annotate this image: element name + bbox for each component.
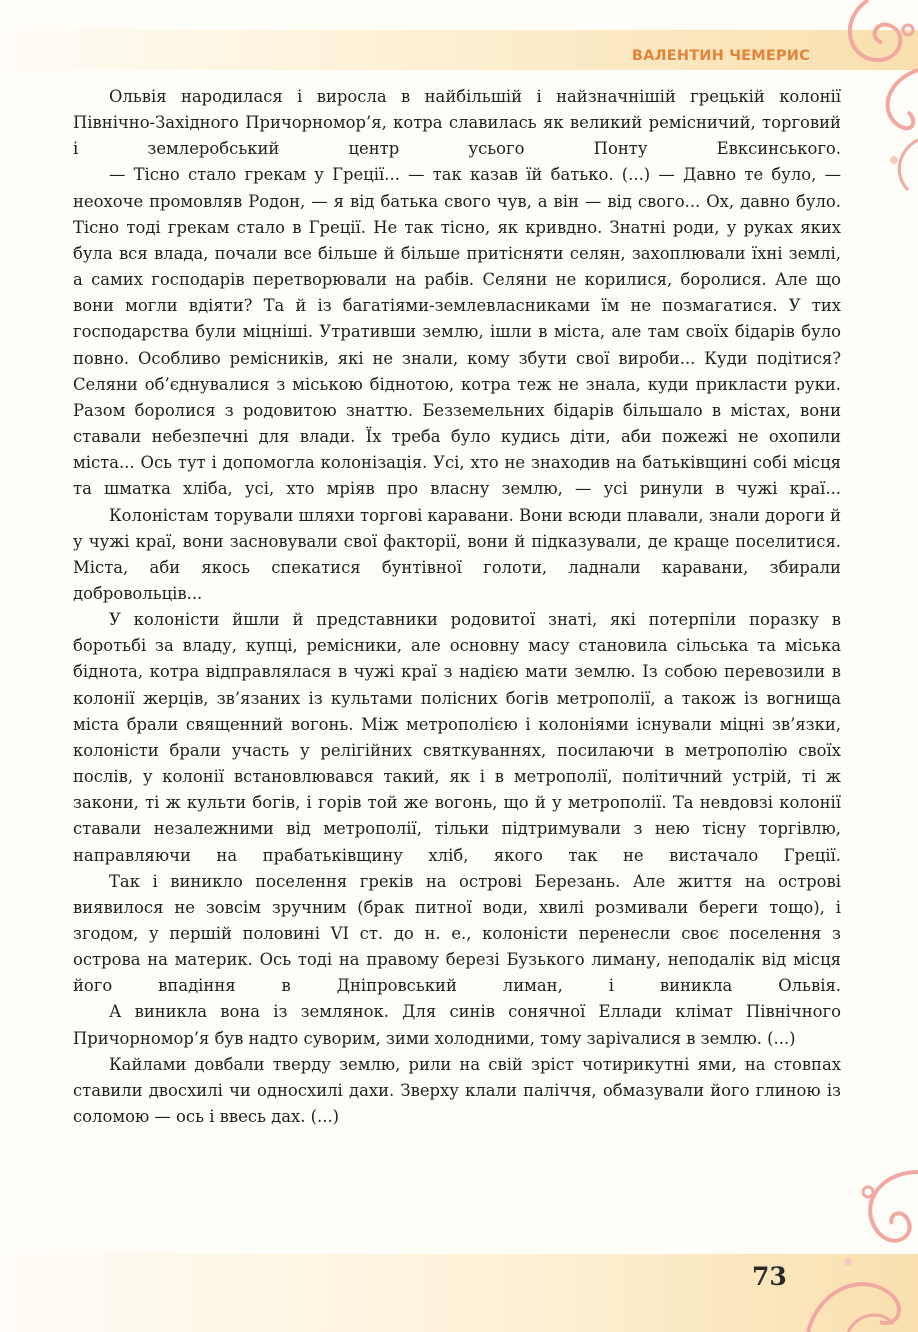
body-text — [73, 84, 841, 1130]
paragraph: Ольвія народилася і виросла в найбільшій і найзначнішій грецькій колонії Північно-Західного Причорномор’я, котра славилась як великий ремісничий, торговий і землеробський центр усього Понту Евксинського. — [73, 87, 841, 159]
page-number: 73 — [752, 1262, 787, 1291]
paragraph: Так і виникло поселення греків на острові Березань. Але життя на острові виявилося не зовсім зручним (брак питної води, хвилі розмивали береги тощо), і згодом, у першій половині VI ст. до н. е., колоністи перенесли своє поселення з острова на материк. Ось тоді на правому березі Бузького лиману, неподалік від місця його впадіння в Дніпровський лиман, і виникла Ольвія. — [73, 871, 841, 996]
paragraph: Колоністам торували шляхи торгові каравани. Вони всюди плавали, знали дороги й у чужі краї, вони засновували свої факторії, вони й підказували, де краще поселитися. Міста, аби якось спекатися бунтівної голоти, ладнали каравани, збирали добровольців... — [73, 505, 841, 603]
paragraph: У колоністи йшли й представники родовитої знаті, які потерпіли поразку в боротьбі за владу, купці, ремісники, але основну масу становила сільська та міська біднота, котра відправлялася в чужі краї з надією мати землю. Із собою перевозили в колонії жерців, зв’язаних із культами полісних богів метрополії, а також із вогнища міста брали священний вогонь. Між метрополією і колоніями існували міцні зв’язки, колоністи брали участь у релігійних святкуваннях, посилаючи в метрополію своїх послів, у колонії встановлювався такий, як і в метрополії, політичний устрій, ті ж закони, ті ж культи богів, і горів той же вогонь, що й у метрополії. Та невдовзі колонії ставали незалежними від метрополії, тільки підтримували з нею тісну торгівлю, направляючи на прабатьківщину хліб, якого так не вистачало Греції. — [73, 610, 841, 865]
paragraph: Кайлами довбали тверду землю, рили на свій зріст чотирикутні ями, на стовпах ставили двосхилі чи односхилі дахи. Зверху клали паліччя, обмазували його глиною із соломою — ось і ввесь дах. (...) — [73, 1054, 841, 1127]
paragraph: А виникла вона із землянок. Для синів сонячної Еллади клімат Північного Причорномор’я був надто суворим, зими холодними, тому зарivалися в землю. (...) — [73, 1002, 841, 1048]
paragraph: — Тісно стало грекам у Греції... — так казав їй батько. (...) — Давно те було, — неохоче промовляв Родон, — я від батька свого чув, а він — від свого... Ох, давно було. Тісно тоді грекам стало в Греції. Не так тісно, як кривдно. Знатні роди, у руках яких була вся влада, почали все більше й більше притісняти селян, захоплювали їхні землі, а самих господарів перетворювали на рабів. Селяни не корилися, боролися. Але що вони могли вдіяти? Та й із багатіями-землевласниками їм не позмагатися. У тих господарства були міцніші. Утративши землю, ішли в міста, але там своїх бідарів було повно. Особливо ремісників, які не знали, кому збути свої вироби... Куди подітися? Селяни об’єднувалися з міською біднотою, котра теж не знала, куди прикласти руки. Разом боролися з родовитою знаттю. Безземельних бідарів більшало в містах, вони ставали небезпечні для влади. Їх треба було кудись діти, аби пожежі не охопили міста... Ось тут і допомогла колонізація. Усі, хто не знаходив на батьківщині собі місця та шматка хліба, усі, хто мріяв про власну землю, — усі ринули в чужі краї... — [73, 165, 841, 499]
floral-ornament-bottom — [748, 1152, 918, 1332]
running-head: ВАЛЕНТИН ЧЕМЕРИС — [631, 48, 810, 64]
